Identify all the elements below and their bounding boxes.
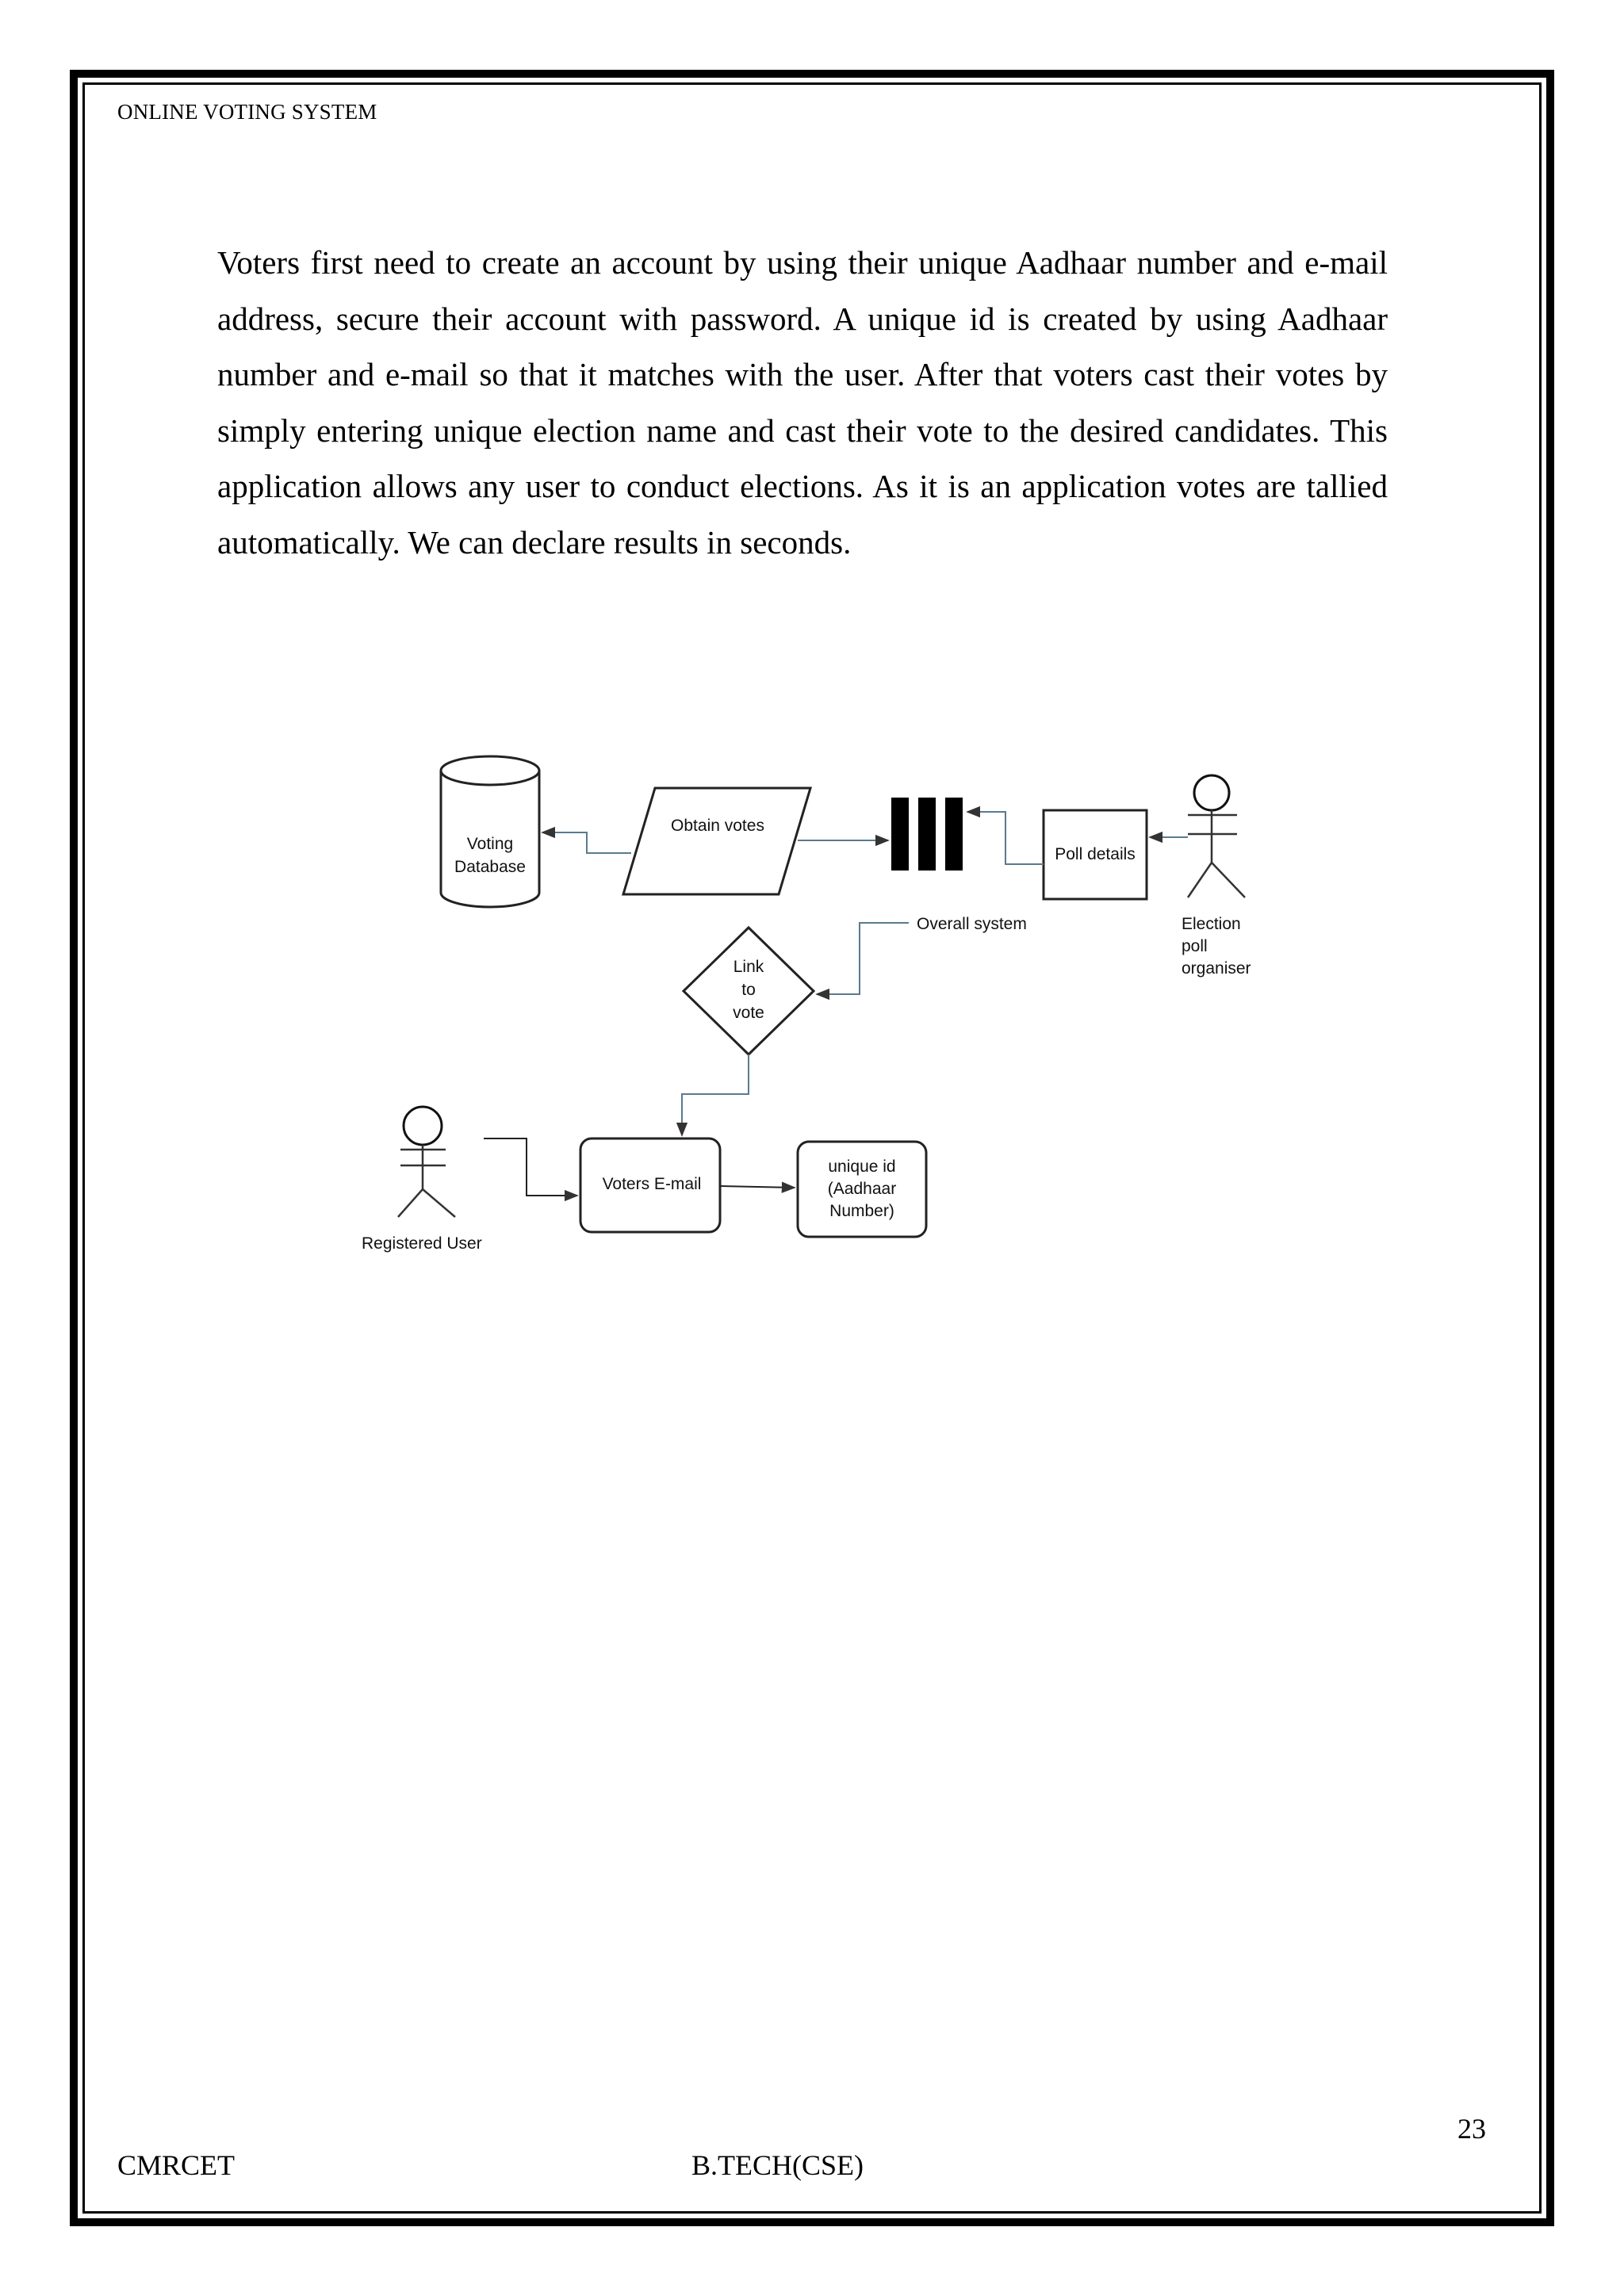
voting-database-label-2: Database: [454, 858, 526, 876]
link-to-vote-label-1: Link: [733, 958, 764, 976]
overall-system-label: Overall system: [917, 915, 1027, 933]
voters-email-label: Voters E-mail: [602, 1175, 702, 1193]
obtain-votes-label: Obtain votes: [671, 817, 764, 835]
link-to-vote-label-3: vote: [733, 1004, 764, 1022]
unique-id-label-2: (Aadhaar: [827, 1180, 897, 1198]
voting-database-label-1: Voting: [466, 835, 514, 853]
connector-obtain-to-database: [542, 832, 631, 853]
unique-id-label-3: Number): [829, 1202, 894, 1220]
system-diagram: [349, 745, 1285, 1269]
footer-institution: CMRCET: [117, 2149, 236, 2181]
voters-email-box: [580, 1138, 720, 1232]
obtain-votes-shape: [623, 788, 810, 894]
footer-course: B.TECH(CSE): [691, 2149, 864, 2181]
unique-id-box: [798, 1142, 926, 1237]
poll-details-box: [1044, 810, 1147, 899]
voting-database-cylinder: [441, 756, 539, 907]
link-to-vote-label-2: to: [741, 981, 756, 999]
registered-user-actor: [398, 1107, 455, 1217]
connector-link-to-email: [682, 1054, 749, 1135]
connector-user-to-email: [484, 1138, 577, 1196]
organiser-label-1: Election: [1182, 915, 1241, 933]
running-header: ONLINE VOTING SYSTEM: [117, 100, 377, 124]
connector-poll-to-store: [967, 812, 1044, 864]
page-number: 23: [1457, 2113, 1486, 2145]
organiser-label-2: poll: [1182, 937, 1208, 955]
link-to-vote-diamond: [684, 928, 814, 1054]
election-organiser-actor: [1188, 775, 1245, 897]
organiser-label-3: organiser: [1182, 959, 1251, 978]
connector-system-to-link: [817, 923, 909, 994]
connector-email-to-uniqueid: [720, 1186, 795, 1188]
body-paragraph: Voters first need to create an account by using their unique Aadhaar number and e-mail address, secure their account with password. A unique id is created by using Aadhaar number and e-mail so that it matches with the user. After that voters cast their votes by simply entering unique election name and cast their vote to the desired candidates. This application allows any user to conduct elections. As it is an application votes are tallied automatically. We can declare results in seconds.: [217, 244, 1388, 561]
registered-user-label: Registered User: [362, 1234, 482, 1253]
poll-details-label: Poll details: [1055, 845, 1136, 863]
vote-store-bars: [891, 798, 963, 871]
unique-id-label-1: unique id: [828, 1158, 896, 1176]
